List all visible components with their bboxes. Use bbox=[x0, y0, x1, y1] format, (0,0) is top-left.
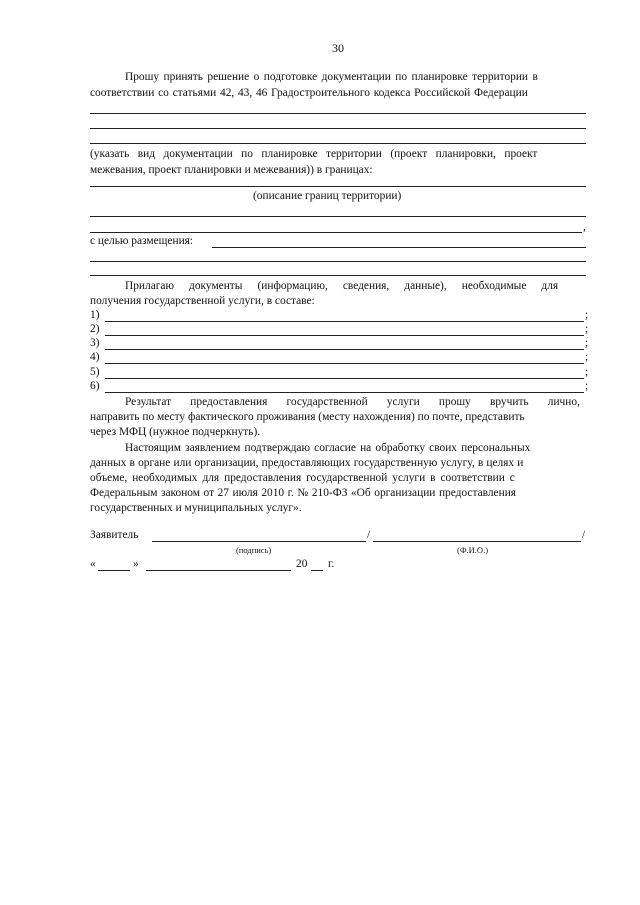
full-name-caption: (Ф.И.О.) bbox=[457, 545, 489, 555]
signature-field[interactable] bbox=[152, 541, 366, 542]
consent-line-1: Настоящим заявлением подтверждаю согласие на обработку своих персональных bbox=[125, 442, 531, 454]
attach-item-end: ; bbox=[585, 323, 589, 335]
doc-type-blank-line-1[interactable] bbox=[90, 113, 586, 114]
attach-line-2: получения государственной услуги, в составе: bbox=[90, 295, 315, 307]
attach-line-1: Прилагаю документы (информацию, сведения, данные), необходимые для bbox=[125, 280, 559, 292]
signature-slash-right: / bbox=[582, 529, 586, 541]
attach-item-number: 6) bbox=[90, 380, 100, 392]
purpose-blank-line-3[interactable] bbox=[90, 275, 586, 276]
full-name-field[interactable] bbox=[373, 541, 581, 542]
attach-item-number: 5) bbox=[90, 366, 100, 378]
signature-caption: (подпись) bbox=[236, 545, 272, 555]
attach-item-end: ; bbox=[585, 380, 589, 392]
attach-item-end: ; bbox=[585, 351, 589, 363]
attach-item-blank-line[interactable] bbox=[105, 321, 584, 322]
purpose-blank-line-1[interactable] bbox=[212, 247, 586, 248]
result-line-3: через МФЦ (нужное подчеркнуть). bbox=[90, 426, 261, 438]
date-month-field[interactable] bbox=[146, 570, 291, 571]
date-open-quote: « bbox=[90, 558, 96, 570]
attach-item-number: 2) bbox=[90, 323, 100, 335]
date-year-field[interactable] bbox=[311, 570, 323, 571]
attach-item-end: ; bbox=[585, 337, 589, 349]
attach-item-number: 1) bbox=[90, 309, 100, 321]
doc-type-blank-line-2[interactable] bbox=[90, 128, 586, 129]
applicant-label: Заявитель bbox=[90, 529, 139, 541]
consent-line-4: Федеральным законом от 27 июля 2010 г. № 210-ФЗ «Об организации предоставления bbox=[90, 487, 517, 499]
attach-item-blank-line[interactable] bbox=[105, 378, 584, 379]
consent-line-5: государственных и муниципальных услуг». bbox=[90, 502, 302, 514]
attach-item-number: 3) bbox=[90, 337, 100, 349]
result-line-1: Результат предоставления государственной услуги прошу вручить лично, bbox=[125, 396, 580, 408]
consent-line-2: данных в органе или организации, предоставляющих государственную услугу, в целях и bbox=[90, 457, 524, 469]
attach-item-number: 4) bbox=[90, 351, 100, 363]
boundary-blank-line-1[interactable] bbox=[90, 186, 586, 187]
attach-item-blank-line[interactable] bbox=[105, 363, 584, 364]
doc-type-blank-line-3[interactable] bbox=[90, 143, 586, 144]
boundary-blank-line-2[interactable] bbox=[90, 216, 586, 217]
boundary-blank-line-3[interactable] bbox=[90, 232, 582, 233]
date-day-field[interactable] bbox=[98, 570, 130, 571]
purpose-label: с целью размещения: bbox=[90, 235, 194, 247]
doc-type-hint-line-1: (указать вид документации по планировке территории (проект планировки, проект bbox=[90, 148, 538, 160]
attach-item-end: ; bbox=[585, 309, 589, 321]
boundary-comma: , bbox=[583, 221, 586, 233]
consent-line-3: объеме, необходимых для предоставления государственной услуги в соответствии с bbox=[90, 472, 515, 484]
page-number: 30 bbox=[332, 41, 344, 55]
request-line-2: соответствии со статьями 42, 43, 46 Градостроительного кодекса Российской Федерации bbox=[90, 87, 528, 99]
purpose-blank-line-2[interactable] bbox=[90, 261, 586, 262]
attach-item-end: ; bbox=[585, 366, 589, 378]
result-line-2: направить по месту фактического проживания (месту нахождения) по почте, представить bbox=[90, 411, 525, 423]
attach-item-blank-line[interactable] bbox=[105, 392, 584, 393]
attach-item-blank-line[interactable] bbox=[105, 349, 584, 350]
attach-item-blank-line[interactable] bbox=[105, 335, 584, 336]
date-close-quote: » bbox=[133, 558, 139, 570]
date-year-prefix: 20 bbox=[296, 558, 308, 570]
signature-slash-left: / bbox=[367, 529, 371, 541]
request-line-1: Прошу принять решение о подготовке документации по планировке территории в bbox=[125, 71, 538, 83]
date-year-suffix: г. bbox=[328, 558, 335, 570]
boundary-caption: (описание границ территории) bbox=[253, 190, 402, 202]
doc-type-hint-line-2: межевания, проект планировки и межевания)) в границах: bbox=[90, 164, 373, 176]
